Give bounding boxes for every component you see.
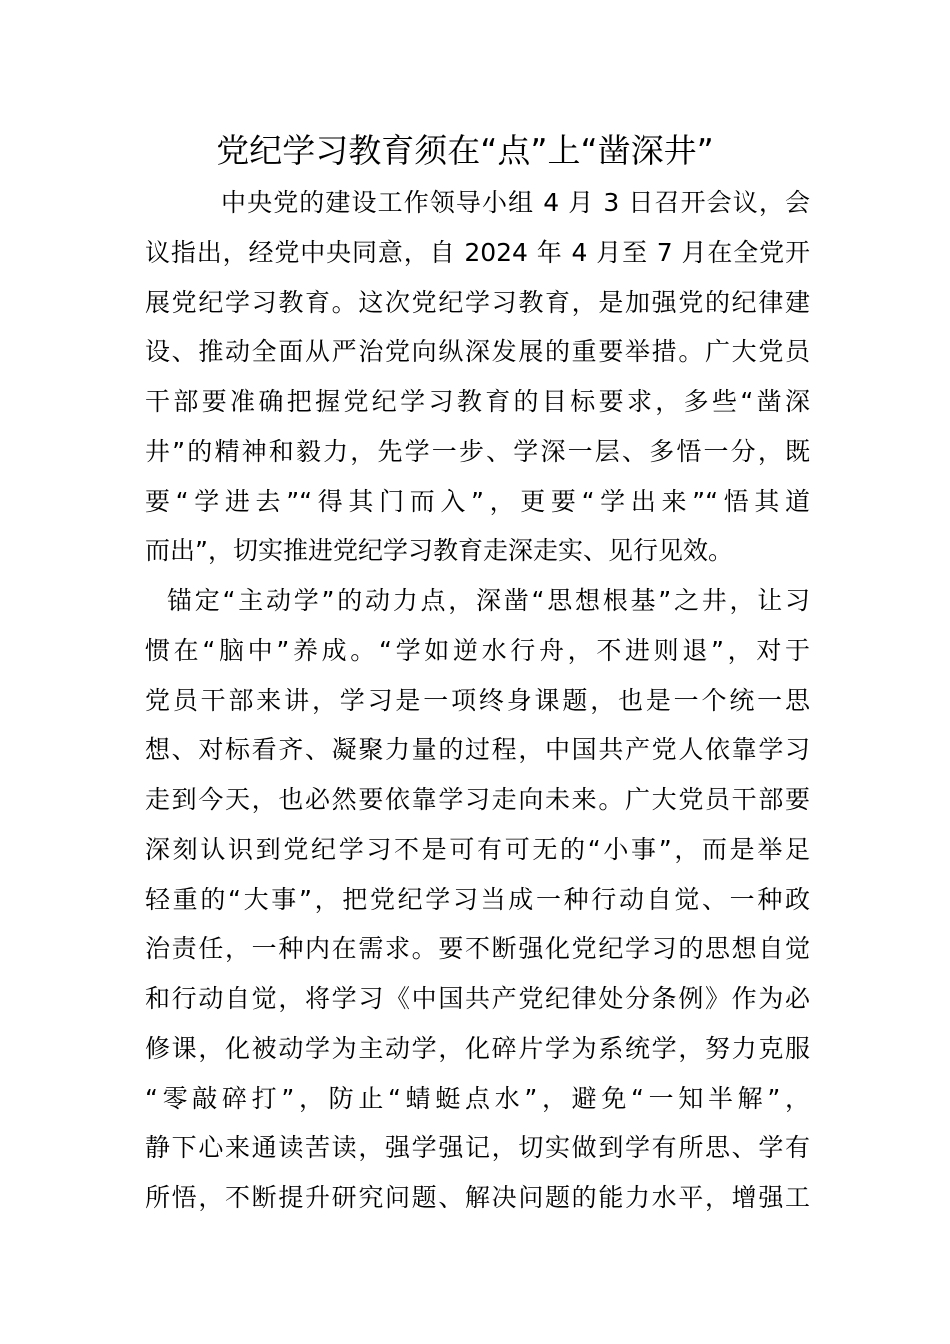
paragraph-1-line: 要“学进去”“得其门而入”，更要“学出来”“悟其道: [145, 486, 810, 516]
paragraph-2-line: 锚定“主动学”的动力点，深凿“思想根基”之井，让习: [167, 586, 810, 615]
paragraph-1-line: 中央党的建设工作领导小组 4 月 3 日召开会议，会: [221, 188, 810, 217]
document-title: 党纪学习教育须在“点”上“凿深井”: [216, 131, 714, 170]
paragraph-2-line: 想、对标看齐、凝聚力量的过程，中国共产党人依靠学习: [145, 735, 810, 765]
paragraph-2-line: 走到今天，也必然要依靠学习走向未来。广大党员干部要: [145, 785, 810, 814]
paragraph-1-line: 干部要准确把握党纪学习教育的目标要求，多些“凿深: [145, 387, 810, 416]
paragraph-1-line: 议指出，经党中央同意，自 2024 年 4 月至 7 月在全党开: [145, 237, 810, 267]
document-body: [145, 178, 810, 1223]
paragraph-2-line: 轻重的“大事”，把党纪学习当成一种行动自觉、一种政: [145, 884, 810, 914]
paragraph-2-line: “零敲碎打”，防止“蜻蜓点水”，避免“一知半解”，: [145, 1083, 810, 1113]
paragraph-2-line: 所悟，不断提升研究问题、解决问题的能力水平，增强工: [145, 1183, 810, 1212]
paragraph-2-line: 和行动自觉，将学习《中国共产党纪律处分条例》作为必: [145, 984, 810, 1013]
paragraph-1-line: 而出”，切实推进党纪学习教育走深走实、见行见效。: [145, 536, 733, 566]
paragraph-1-line: 井”的精神和毅力，先学一步、学深一层、多悟一分，既: [145, 436, 810, 466]
paragraph-2-line: 党员干部来讲，学习是一项终身课题，也是一个统一思: [145, 685, 810, 715]
paragraph-2-line: 修课，化被动学为主动学，化碎片学为系统学，努力克服: [145, 1033, 810, 1063]
paragraph-2-line: 静下心来通读苦读，强学强记，切实做到学有所思、学有: [145, 1133, 810, 1163]
paragraph-2-line: 治责任，一种内在需求。要不断强化党纪学习的思想自觉: [145, 934, 810, 964]
paragraph-2-line: 深刻认识到党纪学习不是可有可无的“小事”，而是举足: [145, 834, 810, 864]
paragraph-2-line: 惯在“脑中”养成。“学如逆水行舟，不进则退”，对于: [145, 635, 810, 665]
paragraph-1-line: 展党纪学习教育。这次党纪学习教育，是加强党的纪律建: [145, 287, 810, 317]
paragraph-1-line: 设、推动全面从严治党向纵深发展的重要举措。广大党员: [145, 337, 810, 367]
